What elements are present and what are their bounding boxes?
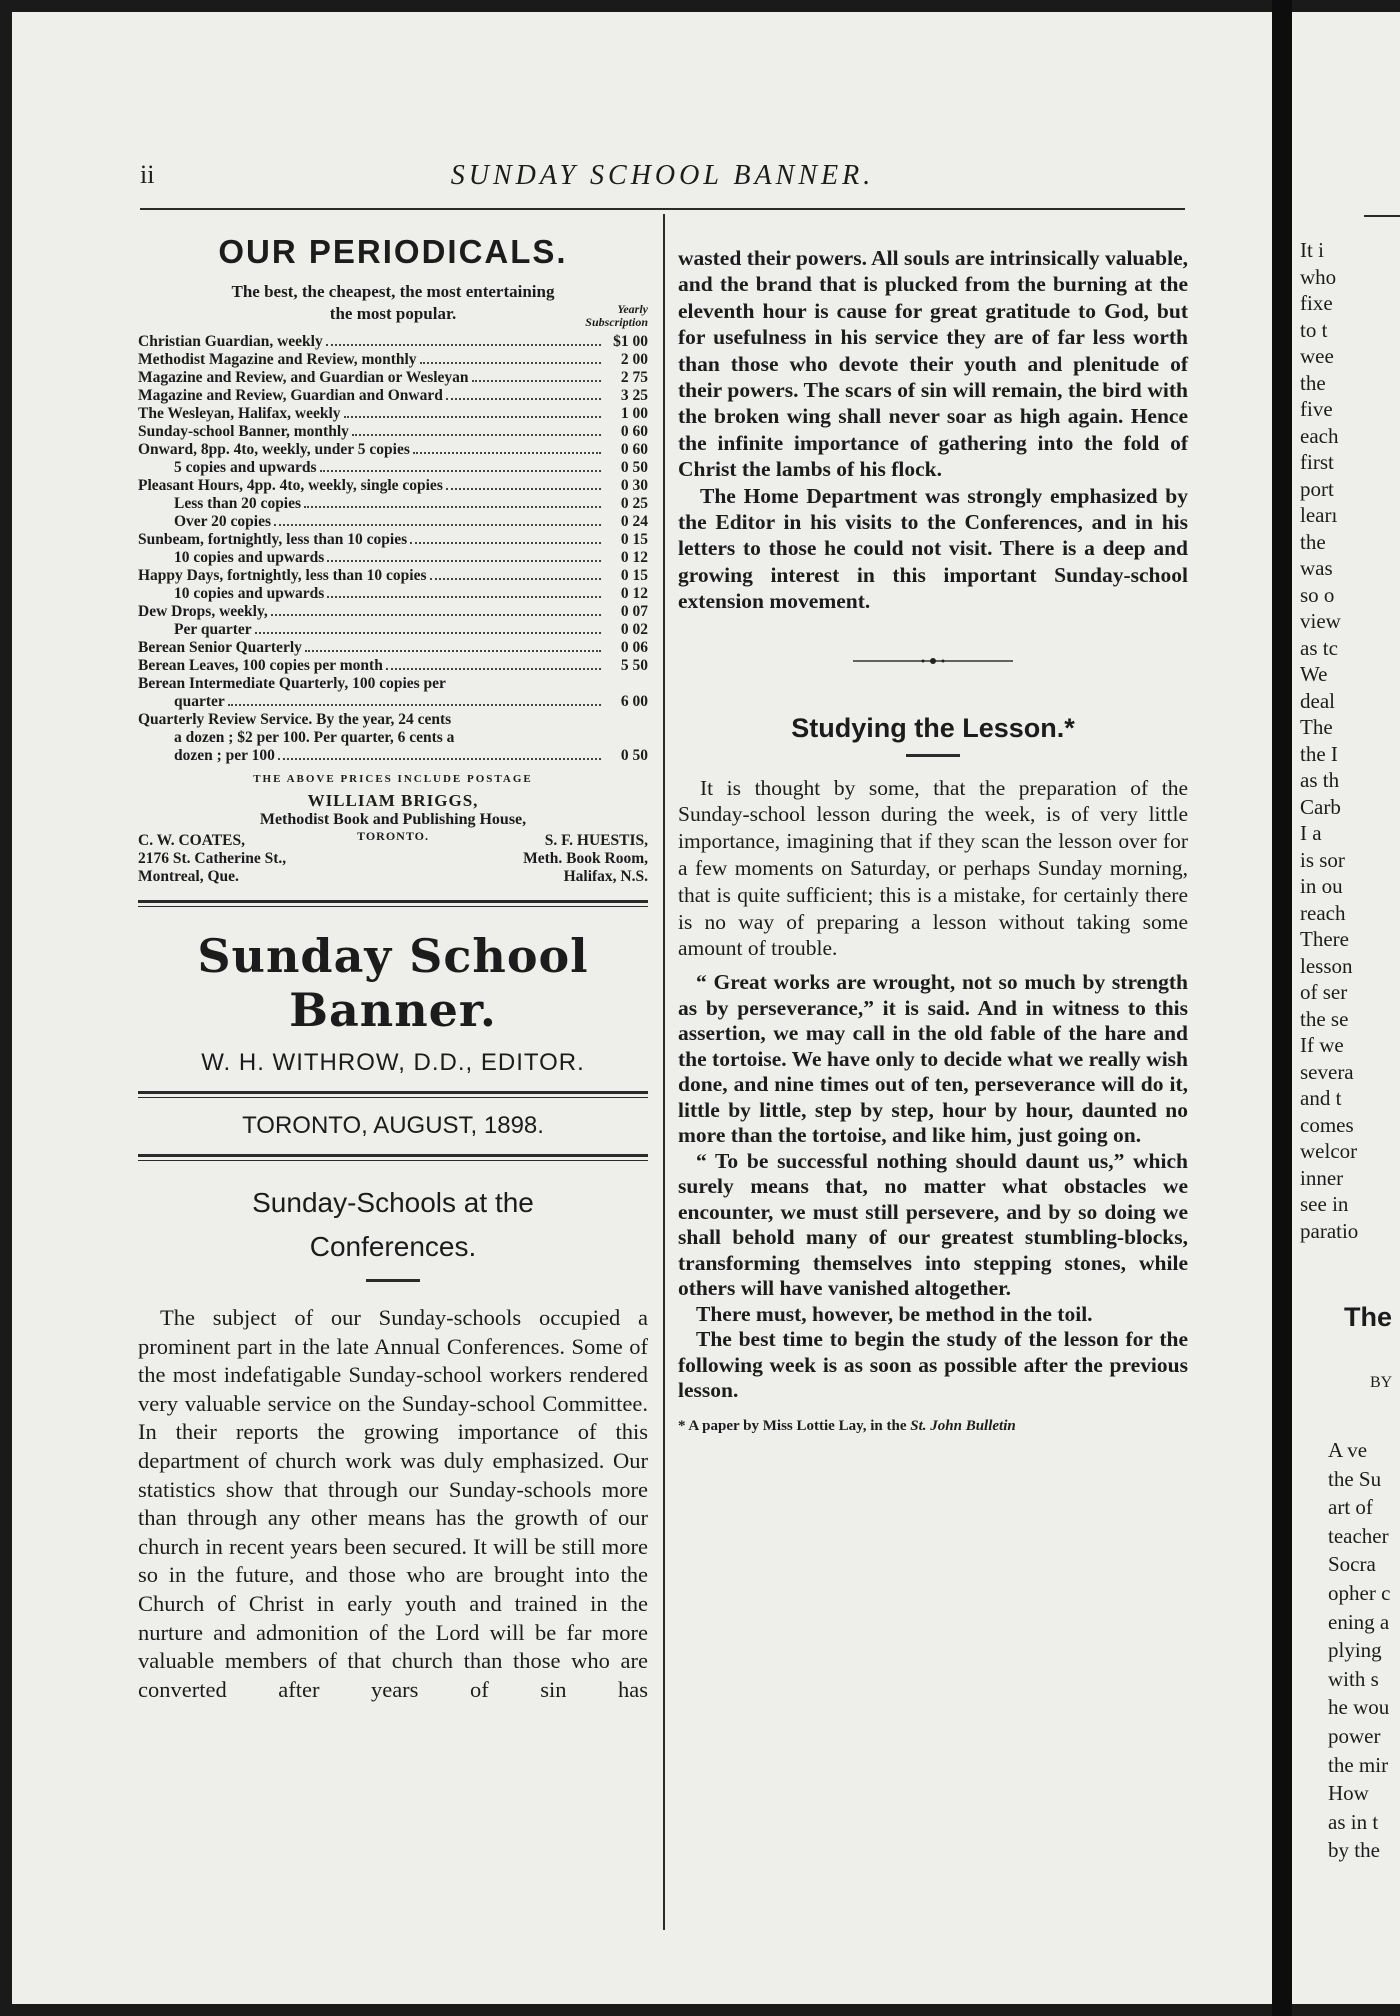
masthead-rule-middle (138, 1091, 648, 1098)
periodical-price: 0 60 (620, 423, 648, 440)
facing-line: view (1300, 609, 1341, 633)
periodical-price: 0 50 (620, 459, 648, 476)
periodical-price: 2 75 (620, 369, 648, 386)
facing-line: fixe (1300, 291, 1333, 315)
right-column (678, 245, 1188, 1435)
article-paragraph: wasted their powers. All souls are intrinsically valuable, and the brand that is plucked from the burning at the eleventh hour is cause for great gratitude to God, but for usefulness in his service they are of far less worth than those who devote their youth and plenitude of their powers. The scars of sin will remain, the bird with the broken wing shall never soar as high again. Hence the infinite importance of gathering into the fold of Christ the lambs of his flock. (678, 246, 1188, 482)
article-paragraph: The subject of our Sunday-schools occupied a prominent part in the late Annual Conferences. Some of the most indefatigable Sunday-school workers rendered very valuable service on the Sunday-school Committee. In their reports the growing importance of this department of church work was duly emphasized. Our statistics show that through our Sunday-schools more than through any other means has the growth of our church in recent years been secured. It will be still more so in the future, and those who are brought into the Church of Christ in early youth and trained in the nurture and admonition of the Lord will be far more valuable members of that church than those who are converted after years of sin has (138, 1305, 648, 1702)
periodical-name: Sunday-school Banner, monthly (138, 423, 349, 440)
running-head (140, 160, 1185, 200)
article-paragraph: The Home Department was strongly emphasized by the Editor in his visits to the Conferences, and in his letters to those he could not visit. There is a deep and growing interest in this important Sunday-school extension movement. (678, 483, 1188, 614)
article-title-line-1: Sunday-Schools at the (252, 1187, 534, 1218)
periodical-price: 0 25 (620, 495, 648, 512)
periodical-price: 0 15 (620, 567, 648, 584)
facing-line: five (1300, 397, 1333, 421)
agent-halifax (403, 832, 648, 886)
agent-left-line: C. W. COATES, (138, 832, 245, 849)
periodicals-subtitle-1: The best, the cheapest, the most entertaining (231, 282, 555, 301)
periodical-price: 5 50 (620, 657, 648, 674)
facing-line: We (1300, 662, 1328, 686)
facing-page (1292, 12, 1400, 2004)
page-number: ii (140, 160, 155, 189)
leader-dots (472, 380, 601, 382)
facing-line: power (1328, 1723, 1381, 1748)
page-gutter (1272, 0, 1292, 2016)
leader-dots (410, 542, 601, 544)
facing-line: was (1300, 556, 1333, 580)
periodical-price: 0 12 (620, 585, 648, 602)
facing-line: teacher (1328, 1523, 1389, 1548)
facing-line: A ve (1328, 1438, 1368, 1462)
publisher-name: WILLIAM BRIGGS, (307, 791, 479, 810)
periodical-price: 1 00 (620, 405, 648, 422)
facing-line: Socra (1328, 1552, 1376, 1577)
leader-dots (327, 596, 601, 598)
facing-line: with s (1328, 1666, 1379, 1691)
price-row (138, 585, 648, 603)
facing-line: the (1300, 529, 1326, 554)
facing-line: There (1300, 927, 1349, 951)
price-row (138, 531, 648, 549)
footnote-text: * A paper by Miss Lottie Lay, in the (678, 1417, 907, 1434)
periodical-name: Magazine and Review, Guardian and Onward (138, 387, 443, 404)
leader-dots (271, 614, 601, 616)
periodical-name: Onward, 8pp. 4to, weekly, under 5 copies (138, 441, 410, 458)
periodical-price: $1 00 (613, 333, 648, 350)
leader-dots (320, 470, 601, 472)
article-body-continued (678, 970, 1188, 1404)
leader-dots (413, 452, 601, 454)
review-line-3: dozen ; per 100 (174, 747, 275, 764)
review-line-2: a dozen ; $2 per 100. Per quarter, 6 cents a (174, 729, 455, 746)
facing-line: is sor (1300, 847, 1345, 872)
price-row (138, 603, 648, 621)
facing-line: so o (1300, 582, 1335, 607)
facing-line: he wou (1328, 1695, 1390, 1720)
leader-dots (344, 416, 601, 418)
review-row (138, 747, 648, 765)
facing-line: comes (1300, 1112, 1354, 1137)
leader-dots (304, 506, 601, 508)
publisher-house: Methodist Book and Publishing House, (259, 811, 527, 828)
masthead-title: Sunday School Banner. (197, 929, 589, 1037)
price-row (138, 495, 648, 513)
postage-note: THE ABOVE PRICES INCLUDE POSTAGE (253, 773, 533, 785)
facing-header-rule (1364, 215, 1400, 217)
article-paragraph: There must, however, be method in the toil. (696, 1301, 1093, 1326)
yearly-label: Yearly (617, 302, 648, 316)
price-row (138, 387, 648, 405)
review-line-1: Quarterly Review Service. By the year, 24 cents (138, 711, 452, 728)
facing-line: welcor (1300, 1139, 1358, 1163)
periodical-price: 0 30 (620, 477, 648, 494)
facing-line: the Su (1328, 1466, 1382, 1491)
periodical-name: Dew Drops, weekly, (138, 603, 268, 620)
facing-line: How (1328, 1781, 1369, 1806)
leader-dots (352, 434, 601, 436)
price-row (138, 441, 648, 459)
price-row (138, 405, 648, 423)
leader-dots (446, 488, 601, 490)
facing-line: the (1300, 370, 1326, 395)
facing-line: the se (1300, 1006, 1349, 1031)
article-paragraph: “ Great works are wrought, not so much by strength as by perseverance,” it is said. And in witness to this assertion, we may call in the old fable of the hare and the tortoise. We have only to decide what we really wish done, and nine times out of ten, perseverance will do it, little by little, step by step, hour by hour, daunted no more than the tortoise, and like him, just going on. (678, 970, 1188, 1148)
title-rule (366, 1279, 420, 1282)
price-row (138, 459, 648, 477)
dateline: TORONTO, AUGUST, 1898. (242, 1112, 544, 1139)
facing-line: The (1300, 715, 1333, 739)
facing-line: see in (1300, 1192, 1349, 1216)
article-paragraph: It is thought by some, that the preparation of the Sunday-school lesson during the week, is of very little importance, imagining that if they scan the lesson over for a few moments on Saturday, or perhaps Sunday morning, that is quite sufficient; this is a mistake, for certainly there is no way of preparing a lesson without taking some amount of trouble. (678, 775, 1188, 961)
article-title: Studying the Lesson.* (791, 712, 1075, 743)
price-row (138, 621, 648, 639)
facing-text-bottom (1328, 1436, 1390, 1865)
facing-line: of ser (1300, 980, 1348, 1004)
facing-line: as tc (1300, 635, 1338, 660)
facing-line: plying (1328, 1638, 1382, 1663)
periodical-price: 0 60 (620, 441, 648, 458)
periodical-price: 0 24 (620, 513, 648, 530)
facing-line: in ou (1300, 874, 1343, 898)
periodical-name: Christian Guardian, weekly (138, 333, 323, 350)
periodical-name: 10 copies and upwards (174, 585, 325, 602)
periodical-name: Pleasant Hours, 4pp. 4to, weekly, single copies (138, 477, 443, 494)
price-row (138, 423, 648, 441)
facing-line: I a (1300, 821, 1322, 845)
facing-line: inner (1300, 1165, 1344, 1190)
periodical-name: Magazine and Review, and Guardian or Wesleyan (138, 369, 469, 386)
facing-line: learı (1300, 503, 1338, 527)
article-body (138, 1304, 648, 1704)
leader-dots (327, 560, 601, 562)
price-row (138, 549, 648, 567)
facing-heading: The (1344, 1302, 1393, 1332)
periodical-name: Sunbeam, fortnightly, less than 10 copies (138, 531, 408, 548)
facing-line: ening a (1328, 1609, 1390, 1634)
facing-line: deal (1300, 688, 1335, 713)
price-row (138, 567, 648, 585)
intermediate-line-2: quarter (174, 693, 225, 710)
article-body (678, 775, 1188, 963)
agent-right-line: Halifax, N.S. (563, 868, 648, 885)
leader-dots (255, 632, 601, 634)
leader-dots (326, 344, 601, 346)
subscription-label: Subscription (585, 315, 648, 329)
periodical-name: Less than 20 copies (174, 495, 302, 512)
facing-line: first (1300, 450, 1334, 474)
agent-left-line: Montreal, Que. (138, 868, 239, 885)
facing-line: the mir (1328, 1752, 1389, 1777)
periodical-name: Berean Leaves, 100 copies per month (138, 657, 383, 674)
masthead-rule-top (138, 900, 648, 907)
facing-byline: BY (1370, 1374, 1393, 1391)
ornament-rule-icon (853, 656, 1013, 666)
facing-line: reach (1300, 900, 1346, 925)
facing-line: wee (1300, 344, 1334, 368)
footnote-source: St. John Bulletin (910, 1417, 1016, 1434)
leader-dots (305, 650, 601, 652)
intermediate-price: 6 00 (620, 693, 648, 710)
article-title-line-2: Conferences. (309, 1231, 477, 1262)
article-paragraph: The best time to begin the study of the lesson for the following week is as soon as possible after the previous lesson. (678, 1327, 1188, 1403)
facing-line: opher c (1328, 1580, 1391, 1605)
section-ornament (678, 653, 1188, 671)
left-column (138, 225, 648, 1704)
leader-dots (386, 668, 601, 670)
periodical-price: 0 06 (620, 639, 648, 656)
facing-line: each (1300, 423, 1339, 448)
agent-left-line: 2176 St. Catherine St., (138, 850, 287, 867)
price-row (138, 639, 648, 657)
facing-line: If we (1300, 1033, 1344, 1057)
left-page (12, 12, 1272, 2004)
periodical-price: 0 02 (620, 621, 648, 638)
price-list (138, 333, 648, 675)
leader-dots (274, 524, 601, 526)
price-row (138, 513, 648, 531)
intermediate-line-1: Berean Intermediate Quarterly, 100 copies per (138, 675, 446, 692)
periodical-name: Methodist Magazine and Review, monthly (138, 351, 417, 368)
column-rule (663, 214, 665, 1930)
intermediate-row (138, 693, 648, 711)
periodical-name: Berean Senior Quarterly (138, 639, 302, 656)
periodical-price: 3 25 (620, 387, 648, 404)
leader-dots (420, 362, 601, 364)
facing-line: Carb (1300, 794, 1341, 819)
agent-right-line: S. F. HUESTIS, (544, 832, 648, 849)
title-rule (906, 754, 960, 757)
price-row (138, 333, 648, 351)
periodicals-title: OUR PERIODICALS. (218, 233, 568, 270)
price-row (138, 657, 648, 675)
facing-line: lesson (1300, 953, 1353, 978)
price-row (138, 477, 648, 495)
facing-line: who (1300, 264, 1337, 289)
facing-line: art of (1328, 1495, 1373, 1520)
editor-line: W. H. WITHROW, D.D., EDITOR. (201, 1049, 585, 1076)
facing-line: paratio (1300, 1218, 1359, 1243)
facing-line: port (1300, 476, 1334, 501)
facing-line: to t (1300, 317, 1328, 342)
running-title: SUNDAY SCHOOL BANNER. (450, 160, 875, 191)
facing-line: and t (1300, 1086, 1342, 1110)
price-row (138, 369, 648, 387)
periodical-name: 10 copies and upwards (174, 549, 325, 566)
article-continuation (678, 245, 1188, 615)
price-row (138, 351, 648, 369)
leader-dots (446, 398, 601, 400)
article-title (138, 1181, 648, 1269)
periodical-price: 0 12 (620, 549, 648, 566)
agent-right-line: Meth. Book Room, (523, 850, 648, 867)
publisher-city: TORONTO. (357, 829, 429, 843)
facing-line: the I (1300, 741, 1338, 766)
review-price: 0 50 (620, 747, 648, 764)
masthead-rule-bottom (138, 1154, 648, 1161)
header-rule (140, 208, 1185, 210)
periodical-name: The Wesleyan, Halifax, weekly (138, 405, 341, 422)
periodical-name: Per quarter (174, 621, 252, 638)
periodical-price: 0 07 (620, 603, 648, 620)
leader-dots (278, 758, 601, 760)
facing-text-top (1300, 237, 1358, 1244)
periodical-name: 5 copies and upwards (174, 459, 317, 476)
leader-dots (228, 704, 601, 706)
periodical-price: 2 00 (620, 351, 648, 368)
facing-line: by the (1328, 1838, 1380, 1863)
periodical-price: 0 15 (620, 531, 648, 548)
article-paragraph: “ To be successful nothing should daunt us,” which surely means that, no matter what obstacles we encounter, we must still persevere, and by so doing we shall behold many of our greatest stumbling-blocks, transforming themselves into stepping stones, while others will have vanished altogether. (678, 1148, 1188, 1301)
facing-line: as th (1300, 768, 1340, 792)
periodicals-subtitle-2: the most popular. (329, 304, 457, 323)
footnote (678, 1418, 1188, 1435)
periodical-name: Happy Days, fortnightly, less than 10 copies (138, 567, 427, 584)
leader-dots (430, 578, 601, 580)
facing-line: It i (1300, 238, 1324, 262)
agent-montreal (138, 832, 383, 886)
facing-line: severa (1300, 1059, 1354, 1084)
facing-line: as in t (1328, 1809, 1379, 1834)
periodical-name: Over 20 copies (174, 513, 272, 530)
